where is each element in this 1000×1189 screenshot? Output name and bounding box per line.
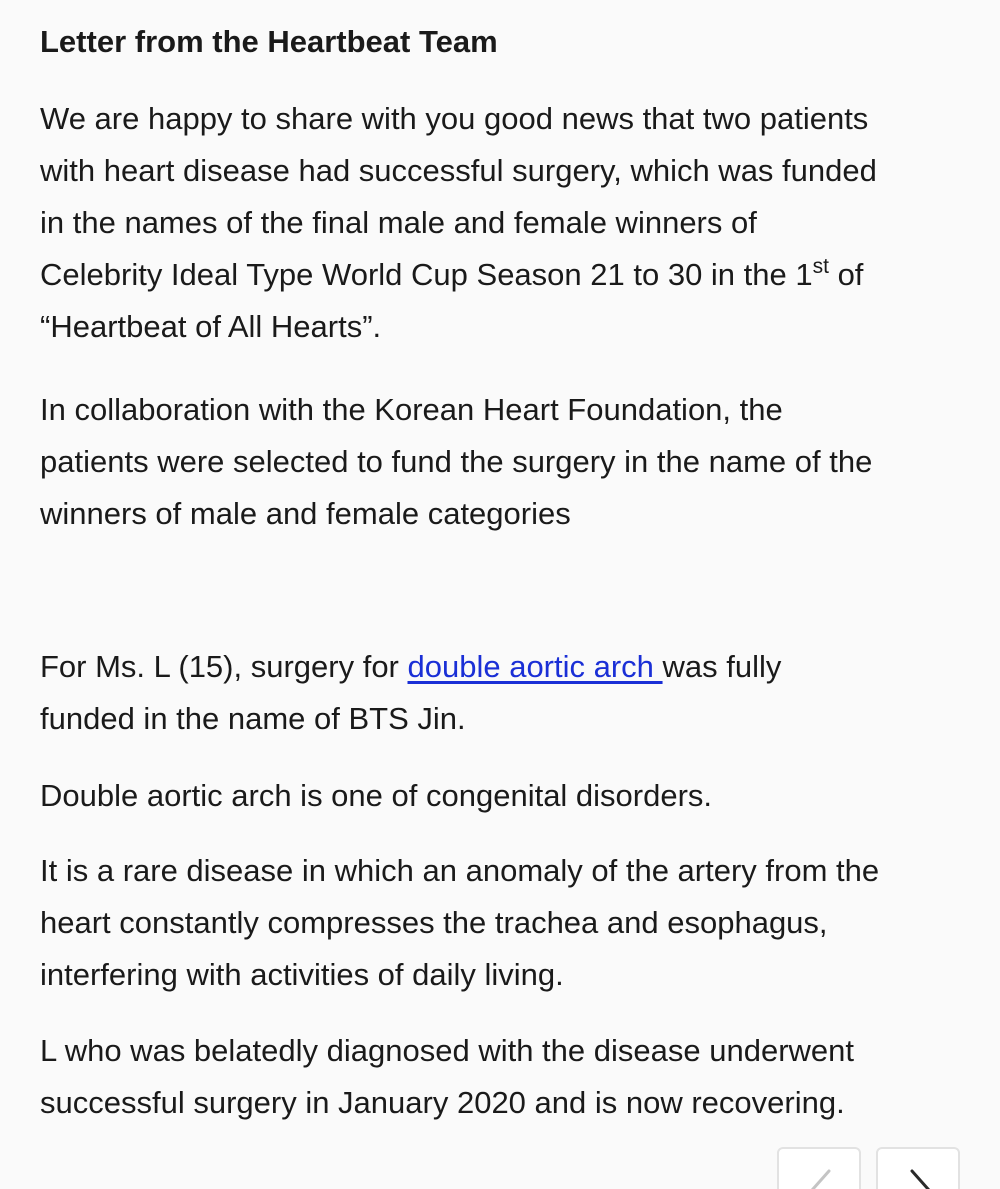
text-segment: For Ms. L (15), surgery for <box>40 649 408 684</box>
text-line: winners of male and female categories <box>40 496 571 531</box>
text-line: “Heartbeat of All Hearts”. <box>40 309 382 344</box>
chevron-right-icon <box>878 1149 962 1189</box>
text-segment: of <box>828 257 864 292</box>
text-line: Double aortic arch is one of congenital disorders. <box>40 778 713 813</box>
text-line <box>40 641 970 693</box>
text-line: interfering with activities of daily living. <box>40 957 564 992</box>
chevron-left-icon <box>779 1149 863 1189</box>
text-line: patients were selected to fund the surgery in the name of the <box>40 444 873 479</box>
text-line: We are happy to share with you good news that two patients <box>40 101 869 136</box>
text-line: L who was belatedly diagnosed with the disease underwent <box>40 1033 854 1068</box>
article-title: Letter from the Heartbeat Team <box>40 24 498 59</box>
text-line <box>40 249 970 301</box>
text-segment: was fully <box>662 649 782 684</box>
text-line: heart constantly compresses the trachea and esophagus, <box>40 905 828 940</box>
double-aortic-arch-link[interactable]: double aortic arch <box>407 649 663 684</box>
text-line: with heart disease had successful surgery, which was funded <box>40 153 877 188</box>
text-line: In collaboration with the Korean Heart Foundation, the <box>40 392 783 427</box>
text-line: successful surgery in January 2020 and is now recovering. <box>40 1085 845 1120</box>
paragraph-definition <box>40 770 970 822</box>
paragraph-good-news <box>40 93 970 353</box>
text-segment: Celebrity Ideal Type World Cup Season 21 to 30 in the 1 <box>40 257 813 292</box>
paragraph-recovery <box>40 1025 970 1129</box>
paragraph-ms-l <box>40 641 970 745</box>
text-line: in the names of the final male and female winners of <box>40 205 757 240</box>
ordinal-superscript: st <box>812 255 829 278</box>
text-line: It is a rare disease in which an anomaly of the artery from the <box>40 853 880 888</box>
previous-page-button[interactable] <box>777 1147 861 1189</box>
text-line: funded in the name of BTS Jin. <box>40 701 466 736</box>
paragraph-disease-description <box>40 845 970 1001</box>
paragraph-collaboration <box>40 384 970 540</box>
next-page-button[interactable] <box>876 1147 960 1189</box>
